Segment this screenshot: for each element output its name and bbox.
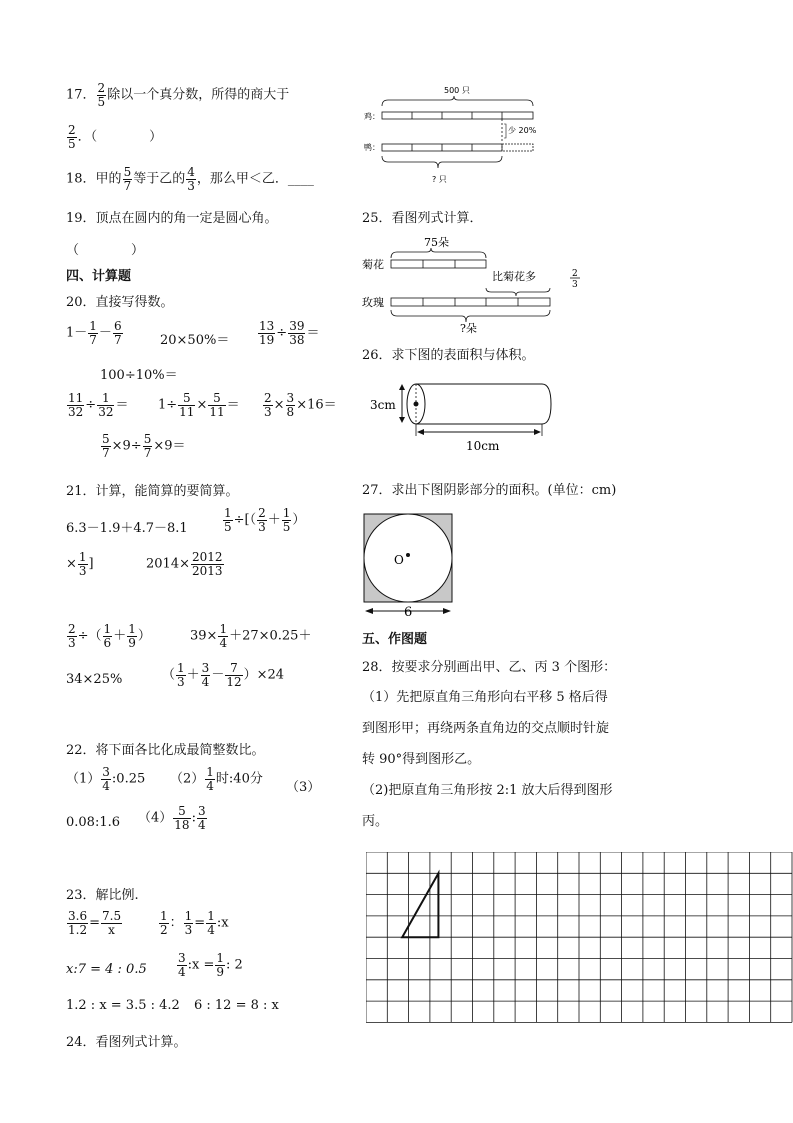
q20-expr-6: 1÷ $\frac{5}{11}$ × $\frac{5}{11}$ ＝ (158, 391, 240, 419)
q23-eq-c: x:7 = 4 : 0.5 (66, 962, 147, 977)
q22-part-1: （1） $\frac{3}{4}$ :0.25 (66, 765, 146, 793)
diag26-diameter-label: 3cm (370, 398, 396, 412)
q24-diagram (362, 82, 542, 194)
q22-part-3-cont: 0.08:1.6 (66, 815, 120, 830)
fraction: $\frac{4}{3}$ (187, 165, 195, 193)
q17-line2 (66, 124, 162, 150)
q20-expr-2: 20×50%＝ (160, 333, 230, 348)
original-right-triangle (402, 873, 438, 937)
q21-expr-f: （ $\frac{1}{3}$ ＋ $\frac{3}{4}$ － $\frac{7}{12}$ ）×24 (162, 661, 285, 689)
section-4-heading: 四、计算题 (66, 269, 132, 284)
q20-expr-8: $\frac{5}{7}$ ×9÷ $\frac{5}{7}$ ×9＝ (102, 432, 186, 460)
svg-text:2: 2 (572, 269, 578, 279)
q20-expr-5: $\frac{11}{32}$ ÷ $\frac{1}{32}$ ＝ (68, 391, 129, 419)
q20-expr-3: $\frac{13}{19}$ ÷ $\frac{39}{38}$ ＝ (259, 319, 320, 347)
q28-title: 28．按要求分别画出甲、乙、丙 3 个图形： (362, 660, 617, 675)
q22-part-4: （4） $\frac{5}{18}$ : $\frac{3}{4}$ (138, 804, 206, 832)
q18-line: 18．甲的 $\frac{5}{7}$ 等于乙的 $\frac{4}{3}$ ，那么甲＜乙．____ (66, 165, 314, 193)
q21-expr-b: $\frac{1}{5}$ ÷[（ $\frac{2}{3}$ ＋ $\frac{1}{5}$ ） (224, 506, 306, 534)
q21-expr-a: 6.3－1.9＋4.7－8.1 (66, 521, 188, 536)
diag25-more-label: 比菊花多 (492, 270, 536, 283)
diag24-duck-label: 鸭： (364, 143, 380, 152)
q28-line-1: （1）先把原直角三角形向右平移 5 格后得 (362, 690, 608, 705)
q23-eq-d: $\frac{3}{4}$ :x = $\frac{1}{9}$ : 2 (178, 951, 243, 979)
q20-expr-1: 1－ $\frac{1}{7}$ － $\frac{6}{7}$ (66, 319, 122, 347)
q20-expr-7: $\frac{2}{3}$ × $\frac{3}{8}$ ×16＝ (264, 391, 337, 419)
q23-eq-b: $\frac{1}{2}$ ： $\frac{1}{3}$ = $\frac{1}{4}$ :x (160, 909, 229, 937)
q21-expr-e-cont: 34×25% (66, 672, 123, 687)
q19-paren: （ ） (66, 243, 145, 258)
q20-title: 20．直接写得数。 (66, 295, 174, 310)
q21-expr-d: $\frac{2}{3}$ ÷（ $\frac{1}{6}$ ＋ $\frac{1}{9}$ ） (68, 622, 151, 650)
diag24-top-label: 500 只 (444, 86, 470, 95)
q21-expr-c: 2014× $\frac{2012}{2013}$ (146, 550, 223, 578)
q28-line-5: 丙。 (362, 814, 389, 829)
q25-diagram (360, 234, 590, 334)
q21-title: 21．计算，能简算的要简算。 (66, 484, 239, 499)
diag25-meigui-label: 玫瑰 (362, 296, 384, 309)
section-5-heading: 五、作图题 (362, 632, 428, 647)
q28-line-3: 转 90°得到图形乙。 (362, 752, 481, 767)
diag25-bottom-label: ?朵 (460, 322, 477, 334)
fraction: $\frac{2}{5}$ (97, 81, 106, 109)
q20-expr-4: 100÷10%＝ (100, 368, 178, 383)
fraction: $\frac{2}{5}$ (68, 123, 76, 151)
diag24-less-label: 少 20% (508, 126, 537, 135)
q28-drawing-grid[interactable] (366, 852, 793, 1030)
q22-part-3: （3） (286, 780, 321, 795)
q17-line1 (66, 82, 289, 108)
q27-diagram (362, 512, 458, 620)
diag25-top-label: 75朵 (424, 236, 449, 249)
diag27-center-label: O (394, 553, 404, 567)
q23-eq-e: 1.2 : x = 3.5 : 4.2 (66, 998, 180, 1013)
diag26-length-label: 10cm (466, 439, 500, 453)
q25-title: 25．看图列式计算． (362, 211, 483, 226)
q27-title: 27．求出下图阴影部分的面积。(单位：cm) (362, 483, 617, 498)
q22-part-2: （2） $\frac{1}{4}$ 时:40分 (170, 765, 263, 793)
q17-text: 除以一个真分数，所得的商大于 (107, 87, 290, 103)
q26-cylinder-diagram (362, 378, 562, 456)
q21-expr-b-cont: × $\frac{1}{3}$ ] (66, 550, 94, 578)
diag24-chicken-label: 鸡： (364, 112, 380, 121)
diag24-bottom-label: ? 只 (432, 175, 447, 184)
q17-answer-paren: ．（ ） (77, 129, 163, 145)
fraction: $\frac{5}{7}$ (123, 165, 132, 193)
q28-line-4: （2)把原直角三角形按 2:1 放大后得到图形 (362, 783, 613, 798)
q26-title: 26．求下图的表面积与体积。 (362, 348, 535, 363)
q23-eq-a: $\frac{3.6}{1.2}$ = $\frac{7.5}{x}$ (68, 909, 122, 937)
svg-text:3: 3 (572, 280, 578, 290)
diag25-juhua-label: 菊花 (362, 258, 384, 271)
q28-line-2: 到图形甲；再绕两条直角边的交点顺时针旋 (362, 721, 610, 736)
diag27-side-label: 6 (404, 605, 413, 620)
q21-expr-e: 39× $\frac{1}{4}$ ＋27×0.25＋ (190, 622, 312, 650)
q23-title: 23．解比例. (66, 888, 139, 903)
q17-number: 17． (66, 87, 96, 103)
q19-text: 19．顶点在圆内的角一定是圆心角。 (66, 211, 278, 226)
q24-title: 24．看图列式计算。 (66, 1035, 187, 1050)
q23-eq-f: 6 : 12 = 8 : x (194, 998, 279, 1013)
q22-title: 22．将下面各比化成最简整数比。 (66, 743, 265, 758)
